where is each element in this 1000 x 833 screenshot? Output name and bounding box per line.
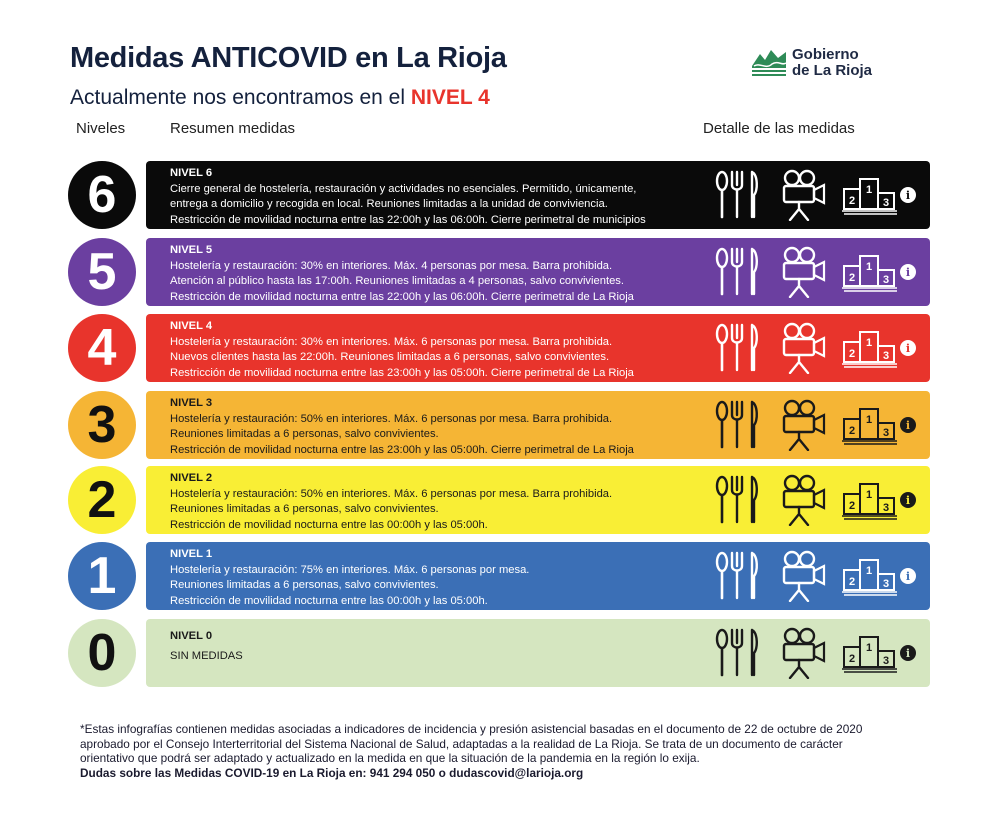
podium-icon[interactable] [842, 480, 898, 520]
svg-text:3: 3 [882, 578, 890, 590]
level-summary [170, 396, 634, 458]
level-band [146, 619, 930, 687]
summary-line: Hostelería y restauración: 50% en interiores. Máx. 6 personas por mesa. Barra prohibida. [170, 487, 613, 500]
podium-icon[interactable] [842, 328, 898, 368]
level-name: NIVEL 5 [170, 244, 213, 256]
footer-line3: orientativo que podrá ser adaptado y actualizado en la medida en que la situación de la pandemia en la región lo exija. [80, 751, 700, 766]
info-icon[interactable]: i [900, 264, 916, 280]
cutlery-icon[interactable] [714, 550, 764, 602]
page-title: Medidas ANTICOVID en La Rioja [70, 42, 507, 74]
level-band [146, 314, 930, 382]
footer-contact: Dudas sobre las Medidas COVID-19 en La Rioja en: 941 294 050 o dudascovid@larioja.org [80, 765, 584, 780]
level-circle: 0 [68, 619, 136, 687]
detail-icons [714, 474, 898, 526]
svg-text:2: 2 [848, 425, 856, 437]
summary-line: Reuniones limitadas a 6 personas, salvo convivientes. [170, 503, 439, 516]
level-circle: 1 [68, 542, 136, 610]
svg-text:1: 1 [865, 489, 873, 501]
summary-line: Atención al público hasta las 17:00h. Reuniones limitadas a 4 personas, salvo convivientes. [170, 275, 624, 288]
summary-line: Cierre general de hostelería, restauración y actividades no esenciales. Permitido, únicamente, [170, 182, 637, 195]
logo-line1: Gobierno [792, 46, 859, 63]
level-name: NIVEL 3 [170, 397, 213, 409]
svg-text:3: 3 [882, 502, 890, 514]
cutlery-icon[interactable] [714, 399, 764, 451]
summary-line: Restricción de movilidad nocturna entre las 22:00h y las 06:00h. Cierre perimetral de La Rioja [170, 290, 634, 303]
page-subtitle [70, 86, 490, 110]
movie-camera-icon[interactable] [780, 169, 828, 221]
movie-camera-icon[interactable] [780, 627, 828, 679]
level-name: NIVEL 4 [170, 320, 213, 332]
summary-line: SIN MEDIDAS [170, 649, 243, 662]
podium-icon[interactable] [842, 252, 898, 292]
level-name: NIVEL 6 [170, 167, 213, 179]
svg-text:2: 2 [848, 576, 856, 588]
svg-text:1: 1 [865, 337, 873, 349]
summary-line: Restricción de movilidad nocturna entre las 00:00h y las 05:00h. [170, 518, 488, 531]
summary-line: Restricción de movilidad nocturna entre las 00:00h y las 05:00h. [170, 594, 488, 607]
detail-icons [714, 246, 898, 298]
column-levels: Niveles [76, 120, 126, 137]
summary-line: Hostelería y restauración: 30% en interiores. Máx. 6 personas por mesa. Barra prohibida. [170, 335, 613, 348]
detail-icons [714, 550, 898, 602]
level-circle: 2 [68, 466, 136, 534]
summary-line: Restricción de movilidad nocturna entre las 23:00h y las 05:00h. Cierre perimetral de La Rioja [170, 443, 634, 456]
level-band [146, 466, 930, 534]
svg-text:2: 2 [848, 500, 856, 512]
svg-text:3: 3 [882, 427, 890, 439]
cutlery-icon[interactable] [714, 322, 764, 374]
subtitle-prefix: Actualmente nos encontramos en el [70, 86, 411, 109]
movie-camera-icon[interactable] [780, 474, 828, 526]
level-circle: 5 [68, 238, 136, 306]
level-band [146, 161, 930, 229]
level-circle: 4 [68, 314, 136, 382]
column-detail: Detalle de las medidas [703, 120, 855, 137]
detail-icons [714, 322, 898, 374]
summary-line: entrega a domicilio y recogida en local. Reuniones limitadas a la unidad de conviviencia. [170, 198, 608, 211]
svg-text:1: 1 [865, 261, 873, 273]
detail-icons [714, 399, 898, 451]
level-summary [170, 319, 634, 381]
level-summary [170, 471, 612, 533]
svg-text:3: 3 [882, 350, 890, 362]
level-summary [170, 547, 529, 609]
level-name: NIVEL 1 [170, 548, 213, 560]
cutlery-icon[interactable] [714, 474, 764, 526]
level-name: NIVEL 2 [170, 472, 213, 484]
info-icon[interactable]: i [900, 645, 916, 661]
podium-icon[interactable] [842, 556, 898, 596]
footer-line2: aprobado por el Consejo Interterritorial del Sistema Nacional de Salud, adaptadas a la realidad de La Rioja. Se trata de un documento de carácter [80, 736, 843, 751]
level-band [146, 391, 930, 459]
gobierno-logo [752, 46, 872, 80]
podium-icon[interactable] [842, 175, 898, 215]
cutlery-icon[interactable] [714, 246, 764, 298]
summary-line: Restricción de movilidad nocturna entre las 22:00h y las 06:00h. Cierre perimetral de municipios [170, 213, 646, 226]
detail-icons [714, 627, 898, 679]
footer-line1: *Estas infografías contienen medidas asociadas a indicadores de incidencia y presión asistencial basadas en el documento de 22 de octubre de 2020 [80, 722, 863, 736]
info-icon[interactable]: i [900, 417, 916, 433]
movie-camera-icon[interactable] [780, 399, 828, 451]
summary-line: Reuniones limitadas a 6 personas, salvo convivientes. [170, 428, 439, 441]
svg-text:3: 3 [882, 274, 890, 286]
logo-mountains-icon [752, 46, 786, 80]
level-band [146, 542, 930, 610]
svg-text:3: 3 [882, 197, 890, 209]
movie-camera-icon[interactable] [780, 246, 828, 298]
svg-text:1: 1 [865, 414, 873, 426]
logo-line2: de La Rioja [792, 62, 873, 79]
svg-text:1: 1 [865, 642, 873, 654]
info-icon[interactable]: i [900, 340, 916, 356]
info-icon[interactable]: i [900, 492, 916, 508]
summary-line: Hostelería y restauración: 75% en interiores. Máx. 6 personas por mesa. [170, 563, 530, 576]
level-name: NIVEL 0 [170, 630, 213, 642]
movie-camera-icon[interactable] [780, 550, 828, 602]
level-summary [170, 629, 243, 664]
level-circle: 6 [68, 161, 136, 229]
summary-line: Restricción de movilidad nocturna entre las 23:00h y las 05:00h. Cierre perimetral de La Rioja [170, 366, 634, 379]
level-circle: 3 [68, 391, 136, 459]
current-level: NIVEL 4 [410, 86, 490, 109]
column-summary: Resumen medidas [170, 120, 296, 137]
movie-camera-icon[interactable] [780, 322, 828, 374]
cutlery-icon[interactable] [714, 627, 764, 679]
svg-text:1: 1 [865, 565, 873, 577]
svg-text:2: 2 [848, 653, 856, 665]
info-icon[interactable]: i [900, 187, 916, 203]
footer-note [80, 722, 940, 780]
level-summary [170, 166, 646, 228]
summary-line: Nuevos clientes hasta las 22:00h. Reuniones limitadas a 6 personas, salvo convivientes. [170, 351, 610, 364]
svg-text:1: 1 [865, 184, 873, 196]
svg-text:3: 3 [882, 655, 890, 667]
svg-text:2: 2 [848, 195, 856, 207]
summary-line: Hostelería y restauración: 50% en interiores. Máx. 6 personas por mesa. Barra prohibida. [170, 412, 613, 425]
podium-icon[interactable] [842, 405, 898, 445]
podium-icon[interactable] [842, 633, 898, 673]
cutlery-icon[interactable] [714, 169, 764, 221]
summary-line: Hostelería y restauración: 30% en interiores. Máx. 4 personas por mesa. Barra prohibida. [170, 259, 613, 272]
level-band [146, 238, 930, 306]
info-icon[interactable]: i [900, 568, 916, 584]
level-summary [170, 243, 634, 305]
svg-text:2: 2 [848, 348, 856, 360]
svg-text:2: 2 [848, 272, 856, 284]
detail-icons [714, 169, 898, 221]
summary-line: Reuniones limitadas a 6 personas, salvo convivientes. [170, 579, 439, 592]
